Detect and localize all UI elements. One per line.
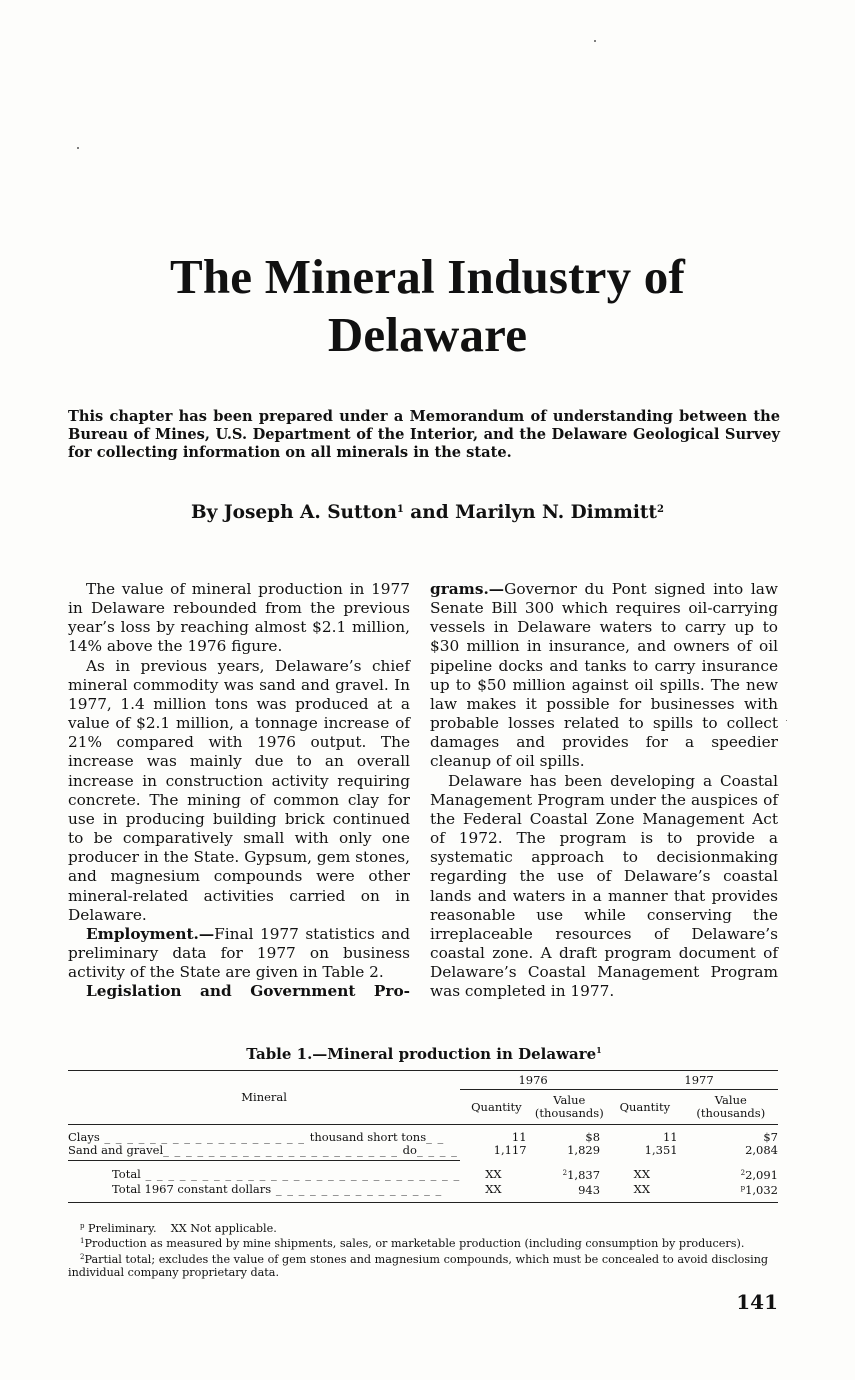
author-2-footnote-mark: 2 (656, 504, 664, 515)
author-2: and Marilyn N. Dimmitt (403, 502, 657, 523)
scan-speck (77, 147, 79, 149)
title-line-2: Delaware (327, 307, 528, 362)
value-unit: (thousands) (696, 1106, 766, 1120)
row-label-total-constant: Total 1967 constant dollars _ _ _ _ _ _ _ _ _ _ _ _ _ _ _ (112, 1181, 443, 1196)
column-header-value-1976 (533, 1090, 606, 1125)
page-title (60, 248, 795, 364)
legislation-heading-end: grams.— (430, 580, 505, 598)
paragraph-sand-gravel: As in previous years, Delaware’s chief mineral commodity was sand and gravel. In 1977, 1.4 million tons was produced at a value of $2.1 million, a tonnage increase of 21% compared with 1976 output. The increase was mainly due to an overall increase in construction activity requiring concrete. The mining of common clay for use in producing building brick continued to be comparatively small with only one producer in the State. Gypsum, gem stones, and magnesium compounds were other mineral-related activities carried on in Delaware. (68, 656, 410, 924)
column-header-1977: 1977 (606, 1071, 778, 1090)
cell-quantity-1977: XX (633, 1166, 651, 1181)
memorandum-note: This chapter has been prepared under a Memorandum of understanding between the Bureau of Mines, U.S. Department of the Interior, and the Delaware Geological Survey for collecting information on all minerals in the state. (68, 408, 780, 461)
author-1-footnote-mark: 1 (396, 504, 404, 515)
cell-value-1977: $7 (763, 1129, 778, 1144)
employment-heading: Employment.— (86, 924, 215, 943)
value-label: Value (714, 1093, 747, 1107)
author-1: By Joseph A. Sutton (191, 502, 397, 523)
value-unit: (thousands) (534, 1106, 604, 1120)
cell-quantity-1976: 1,117 (493, 1142, 527, 1157)
row-label-total: Total _ _ _ _ _ _ _ _ _ _ _ _ _ _ _ _ _ _ _ _ _ _ _ _ _ _ _ _ (112, 1166, 461, 1181)
footnote-2: $^2$Partial total; excludes the value of gem stones and magnesium compounds, which must be concealed to avoid disclosing individual company proprietary data. (68, 1252, 769, 1280)
byline (60, 498, 795, 525)
column-header-quantity-1977: Quantity (619, 1099, 671, 1114)
table-caption-footnote-mark: 1 (596, 1045, 602, 1055)
footnote-1: $^1$Production as measured by mine shipments, sales, or marketable production (including consumption by producers). (80, 1237, 745, 1251)
cell-value-1976: $^2$1,837 (562, 1167, 601, 1182)
table-row (68, 1131, 778, 1144)
paragraph-coastal-management: Delaware has been developing a Coastal Management Program under the auspices of the Federal Coastal Zone Management Act of 1972. The program is to provide a systematic approach to decisionmaking regarding the use of Delaware’s coastal lands and waters in a manner that provides reasonable use while conserving the irreplaceable resources of Delaware’s coastal zone. A draft program document of Delaware’s Coastal Management Program was completed in 1977. (430, 771, 778, 1001)
paragraph-legislation-start (68, 982, 410, 1001)
scan-speck (786, 720, 787, 721)
footnote-preliminary: $^p$ Preliminary. XX Not applicable. (80, 1222, 277, 1235)
column-header-mineral: Mineral (241, 1090, 287, 1104)
legislation-text: Governor du Pont signed into law Senate Bill 300 which requires oil-carrying vessels in Delaware waters to carry up to $30 million in insurance, and owners of oil pipeline docks and tanks to carry insurance up to $50 million against oil spills. The new law makes it possible for businesses with probable losses related to spills to collect damages and provides for a speedier cleanup of oil spills. (430, 580, 778, 771)
cell-value-1977: 2,084 (745, 1142, 778, 1157)
table-caption-text: Table 1.—Mineral production in Delaware (246, 1045, 597, 1063)
left-column (68, 580, 410, 1001)
cell-quantity-1977: 1,351 (644, 1142, 678, 1157)
column-header-value-1977 (684, 1090, 778, 1125)
cell-value-1976: $8 (585, 1129, 601, 1144)
column-header-quantity-1976: Quantity (471, 1099, 522, 1114)
column-header-1976: 1976 (460, 1071, 606, 1090)
cell-quantity-1976: 11 (511, 1129, 527, 1144)
paragraph-value-summary: The value of mineral production in 1977 in Delaware rebounded from the previous year’s loss by reaching almost $2.1 million, 14% above the 1976 figure. (68, 580, 410, 656)
cell-quantity-1976: XX (485, 1166, 502, 1181)
row-label-clays: Clays _ _ _ _ _ _ _ _ _ _ _ _ _ _ _ _ _ _ thousand short tons_ _ (68, 1130, 445, 1144)
mineral-production-table (68, 1070, 778, 1203)
table-row-total-constant (68, 1182, 778, 1197)
title-line-1: The Mineral Industry of (169, 249, 686, 304)
table-row-total (68, 1167, 778, 1182)
cell-value-1976: 943 (578, 1182, 601, 1197)
row-label-sand-gravel: Sand and gravel_ _ _ _ _ _ _ _ _ _ _ _ _ _ _ _ _ _ _ _ _ do_ _ _ _ (68, 1143, 458, 1157)
cell-value-1977: $^p$1,032 (740, 1182, 778, 1197)
right-column (430, 580, 778, 1001)
employment-text: Final 1977 statistics and preliminary data for 1977 on business activity of the State are given in Table 2. (68, 924, 410, 982)
page-number: 141 (736, 1290, 778, 1314)
table-footnotes (68, 1220, 780, 1280)
cell-value-1976: 1,829 (567, 1142, 601, 1157)
scan-speck (594, 40, 596, 42)
cell-quantity-1977: XX (633, 1181, 651, 1196)
paragraph-employment (68, 925, 410, 982)
cell-quantity-1976: XX (485, 1181, 502, 1196)
table-row (68, 1144, 778, 1157)
cell-quantity-1977: 11 (662, 1129, 678, 1144)
legislation-heading: Legislation and Government Pro- (86, 982, 410, 1001)
paragraph-legislation-continued (430, 580, 778, 772)
table-caption (68, 1040, 780, 1064)
cell-value-1977: $^2$2,091 (740, 1167, 778, 1182)
value-label: Value (553, 1093, 586, 1107)
